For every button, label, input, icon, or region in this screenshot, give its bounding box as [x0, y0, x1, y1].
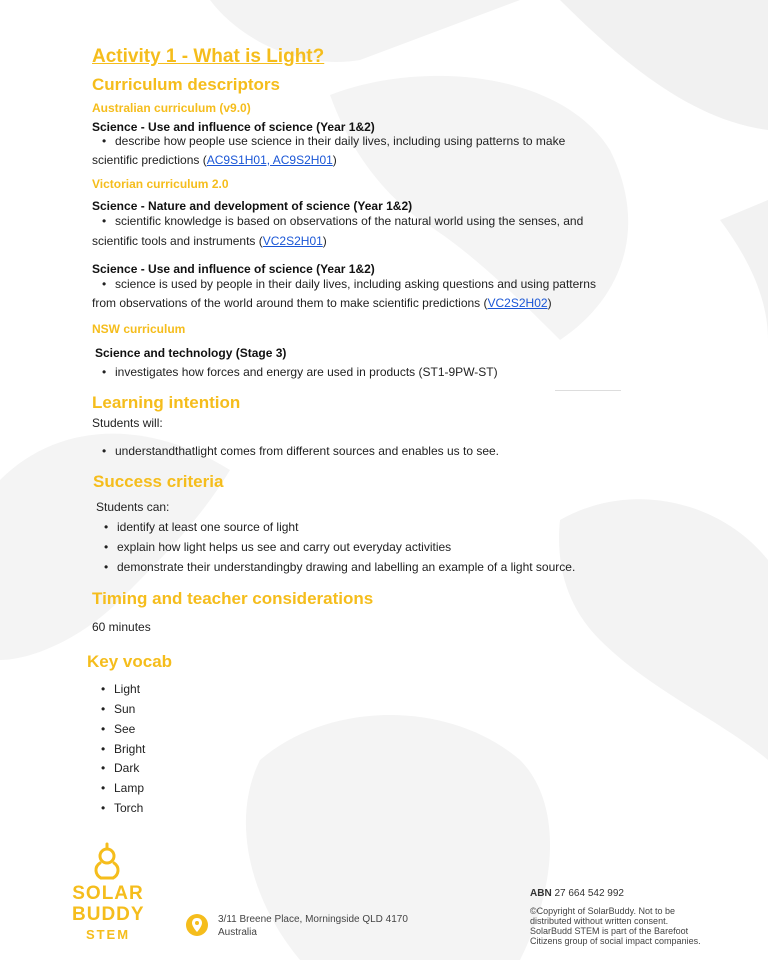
address-line-1: 3/11 Breene Place, Morningside QLD 4170	[218, 914, 408, 925]
curriculum-heading: Curriculum descriptors	[92, 75, 280, 94]
copyright-line: distributed without written consent.	[530, 916, 669, 926]
vocab-item: • See	[114, 722, 135, 736]
key-vocab-heading: Key vocab	[87, 652, 173, 671]
victorian-curriculum-label: Victorian curriculum 2.0	[92, 177, 229, 191]
nsw-bullet: • investigates how forces and energy are used in products (ST1-9PW-ST)	[115, 365, 498, 379]
logo-text-solar: SOLAR	[72, 883, 144, 904]
australian-strand: Science - Use and influence of science (Year 1&2)	[92, 120, 375, 134]
victorian-s1-code-link[interactable]: VC2S2H01	[262, 234, 323, 248]
solar-buddy-logo-icon	[90, 842, 124, 886]
nsw-curriculum-label: NSW curriculum	[92, 322, 186, 336]
victorian-strand-2: Science - Use and influence of science (Year 1&2)	[92, 262, 375, 276]
vocab-item: • Torch	[114, 801, 143, 815]
success-criteria-heading: Success criteria	[93, 472, 224, 491]
nsw-strand: Science and technology (Stage 3)	[95, 346, 287, 360]
vocab-item: • Dark	[114, 761, 139, 775]
copyright-line: ©Copyright of SolarBuddy. Not to be	[530, 906, 676, 916]
victorian-s1-line1: • scientific knowledge is based on observations of the natural world using the senses, and	[115, 214, 583, 228]
timing-heading: Timing and teacher considerations	[92, 589, 374, 608]
victorian-s2-line2: from observations of the world around them to make scientific predictions (VC2S2H02)	[92, 296, 552, 310]
learning-intention-intro: Students will:	[92, 416, 163, 430]
learning-intention-bullet: • understandthatlight comes from different sources and enables us to see.	[115, 444, 499, 458]
copyright-line: Citizens group of social impact companies.	[530, 936, 701, 946]
copyright-line: SolarBudd STEM is part of the Barefoot	[530, 926, 689, 936]
page-title: Activity 1 - What is Light?	[92, 46, 325, 67]
vocab-item: • Sun	[114, 702, 135, 716]
success-criteria-item: • identify at least one source of light	[117, 520, 298, 534]
abn: ABN 27 664 542 992	[530, 888, 624, 899]
victorian-s2-line1: • science is used by people in their daily lives, including asking questions and using patterns	[115, 277, 596, 291]
location-pin-icon	[185, 913, 209, 939]
victorian-strand-1: Science - Nature and development of science (Year 1&2)	[92, 199, 413, 213]
learning-intention-heading: Learning intention	[92, 393, 241, 412]
logo-text-stem: STEM	[85, 927, 131, 942]
success-criteria-item: • demonstrate their understandingby drawing and labelling an example of a light source.	[117, 560, 575, 574]
victorian-s1-line2: scientific tools and instruments (VC2S2H01)	[92, 234, 327, 248]
logo-text-buddy: BUDDY	[72, 904, 145, 925]
victorian-s2-code-link[interactable]: VC2S2H02	[487, 296, 548, 310]
timing-value: 60 minutes	[92, 620, 151, 634]
vocab-item: • Bright	[114, 742, 145, 756]
success-criteria-intro: Students can:	[96, 500, 170, 514]
australian-bullet-line1: • describe how people use science in their daily lives, including using patterns to make	[115, 134, 565, 148]
australian-codes-link[interactable]: AC9S1H01, AC9S2H01	[206, 153, 333, 167]
vocab-item: • Light	[114, 682, 140, 696]
vocab-item: • Lamp	[114, 781, 144, 795]
divider	[555, 390, 621, 391]
address-line-2: Australia	[218, 927, 257, 938]
success-criteria-item: • explain how light helps us see and carry out everyday activities	[117, 540, 451, 554]
australian-curriculum-label: Australian curriculum (v9.0)	[92, 101, 251, 115]
australian-bullet-line2: scientific predictions (AC9S1H01, AC9S2H01)	[92, 153, 337, 167]
